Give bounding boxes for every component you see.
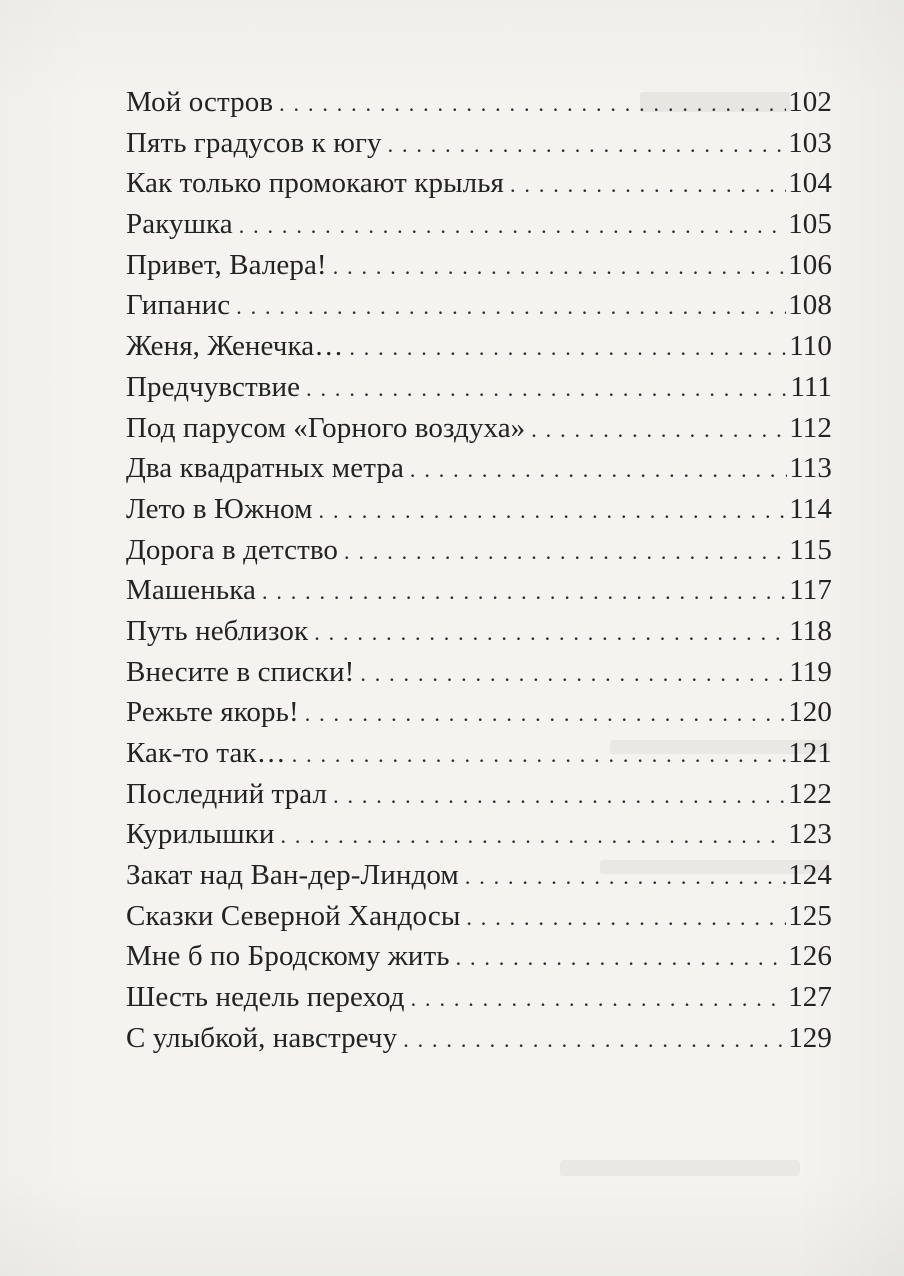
toc-entry-page-number: 123 (788, 818, 832, 851)
toc-entry-page-number: 122 (788, 777, 832, 810)
toc-entry (126, 123, 832, 164)
toc-entry-page-number: 114 (789, 492, 832, 525)
toc-entry-title: Внесите в списки! (126, 655, 355, 688)
toc-entry-title: Последний трал (126, 777, 328, 810)
dot-leader (236, 287, 786, 328)
toc-entry-page-number: 121 (788, 737, 832, 769)
dot-leader (510, 165, 786, 206)
toc-entry-title: Два квадратных метра (126, 452, 404, 485)
toc-entry-title: Как только промокают крылья (126, 167, 505, 200)
toc-entry (126, 82, 832, 123)
toc-entry (126, 163, 832, 204)
dot-leader (388, 125, 787, 166)
dot-leader (410, 450, 787, 491)
toc-entry-page-number: 112 (789, 411, 832, 444)
dot-leader (360, 654, 787, 695)
toc-entry-page-number: 120 (788, 696, 832, 729)
toc-entry-page-number: 104 (788, 167, 832, 200)
dot-leader (292, 735, 786, 776)
toc-entry (126, 408, 832, 449)
toc-entry (126, 326, 832, 367)
dot-leader (349, 328, 787, 369)
dot-leader (333, 776, 786, 817)
toc-entry (126, 530, 832, 571)
dot-leader (403, 1020, 786, 1061)
toc-entry-page-number: 105 (788, 208, 832, 241)
toc-entry-page-number: 110 (789, 330, 832, 363)
toc-entry-title: Лето в Южном (126, 492, 313, 525)
bleed-through-mark (560, 1160, 800, 1176)
toc-entry-page-number: 108 (788, 289, 832, 322)
toc-entry (126, 448, 832, 489)
dot-leader (280, 816, 786, 857)
toc-entry-page-number: 124 (788, 859, 832, 892)
toc-entry-title: Гипанис (126, 289, 231, 322)
dot-leader (456, 938, 787, 979)
toc-entry (126, 733, 832, 774)
toc-entry-page-number: 126 (788, 940, 832, 973)
toc-entry-title: Машенька (126, 574, 256, 607)
dot-leader (465, 857, 786, 898)
dot-leader (314, 613, 787, 654)
toc-entry-title: Закат над Ван-дер-Линдом (126, 859, 459, 892)
toc-entry (126, 814, 832, 855)
toc-entry-page-number: 129 (788, 1021, 832, 1054)
toc-entry (126, 245, 832, 286)
toc-entry-title: Шесть недель переход (126, 981, 405, 1014)
toc-entry-page-number: 119 (789, 655, 832, 688)
toc-entry-title: Мой остров (126, 86, 274, 118)
dot-leader (305, 694, 786, 735)
toc-entry-page-number: 113 (789, 452, 832, 485)
toc-entry (126, 977, 832, 1018)
toc-entry-title: Мне б по Бродскому жить (126, 940, 450, 973)
dot-leader (344, 532, 787, 573)
dot-leader (466, 898, 786, 939)
toc-entry (126, 652, 832, 693)
toc-entry-title: С улыбкой, навстречу (126, 1021, 398, 1054)
toc-entry-title: Дорога в детство (126, 533, 339, 566)
toc-entry-page-number: 106 (788, 248, 832, 281)
toc-entry-title: Сказки Северной Хандосы (126, 899, 461, 932)
toc-entry-page-number: 111 (790, 370, 832, 403)
toc-entry-title: Курилышки (126, 818, 275, 851)
toc-entry-title: Режьте якорь! (126, 696, 299, 729)
toc-entry (126, 611, 832, 652)
toc-entry-page-number: 102 (788, 86, 832, 118)
toc-entry (126, 570, 832, 611)
toc-entry-title: Привет, Валера! (126, 248, 327, 281)
toc-entry-page-number: 118 (789, 614, 832, 647)
toc-entry-title: Пять градусов к югу (126, 126, 382, 159)
toc-entry-title: Под парусом «Горного воздуха» (126, 411, 526, 444)
toc-entry-page-number: 117 (789, 574, 832, 607)
dot-leader (531, 410, 787, 451)
toc-entry-page-number: 125 (788, 899, 832, 932)
toc-entry-title: Как-то так… (126, 737, 286, 769)
toc-entry (126, 204, 832, 245)
dot-leader (262, 572, 787, 613)
dot-leader (239, 206, 786, 247)
table-of-contents (126, 82, 832, 1059)
toc-entry (126, 367, 832, 408)
toc-entry-title: Ракушка (126, 208, 233, 241)
toc-entry (126, 896, 832, 937)
toc-entry-title: Женя, Женечка… (126, 330, 344, 363)
toc-entry (126, 1018, 832, 1059)
toc-entry (126, 489, 832, 530)
toc-entry (126, 855, 832, 896)
toc-entry-page-number: 103 (788, 126, 832, 159)
toc-entry-page-number: 127 (788, 981, 832, 1014)
toc-entry (126, 285, 832, 326)
toc-entry-page-number: 115 (789, 533, 832, 566)
dot-leader (333, 247, 786, 288)
toc-entry (126, 936, 832, 977)
toc-entry (126, 692, 832, 733)
dot-leader (319, 491, 788, 532)
dot-leader (279, 84, 786, 125)
toc-entry-title: Предчувствие (126, 370, 301, 403)
dot-leader (306, 369, 788, 410)
dot-leader (411, 979, 787, 1020)
toc-entry (126, 774, 832, 815)
toc-entry-title: Путь неблизок (126, 614, 309, 647)
